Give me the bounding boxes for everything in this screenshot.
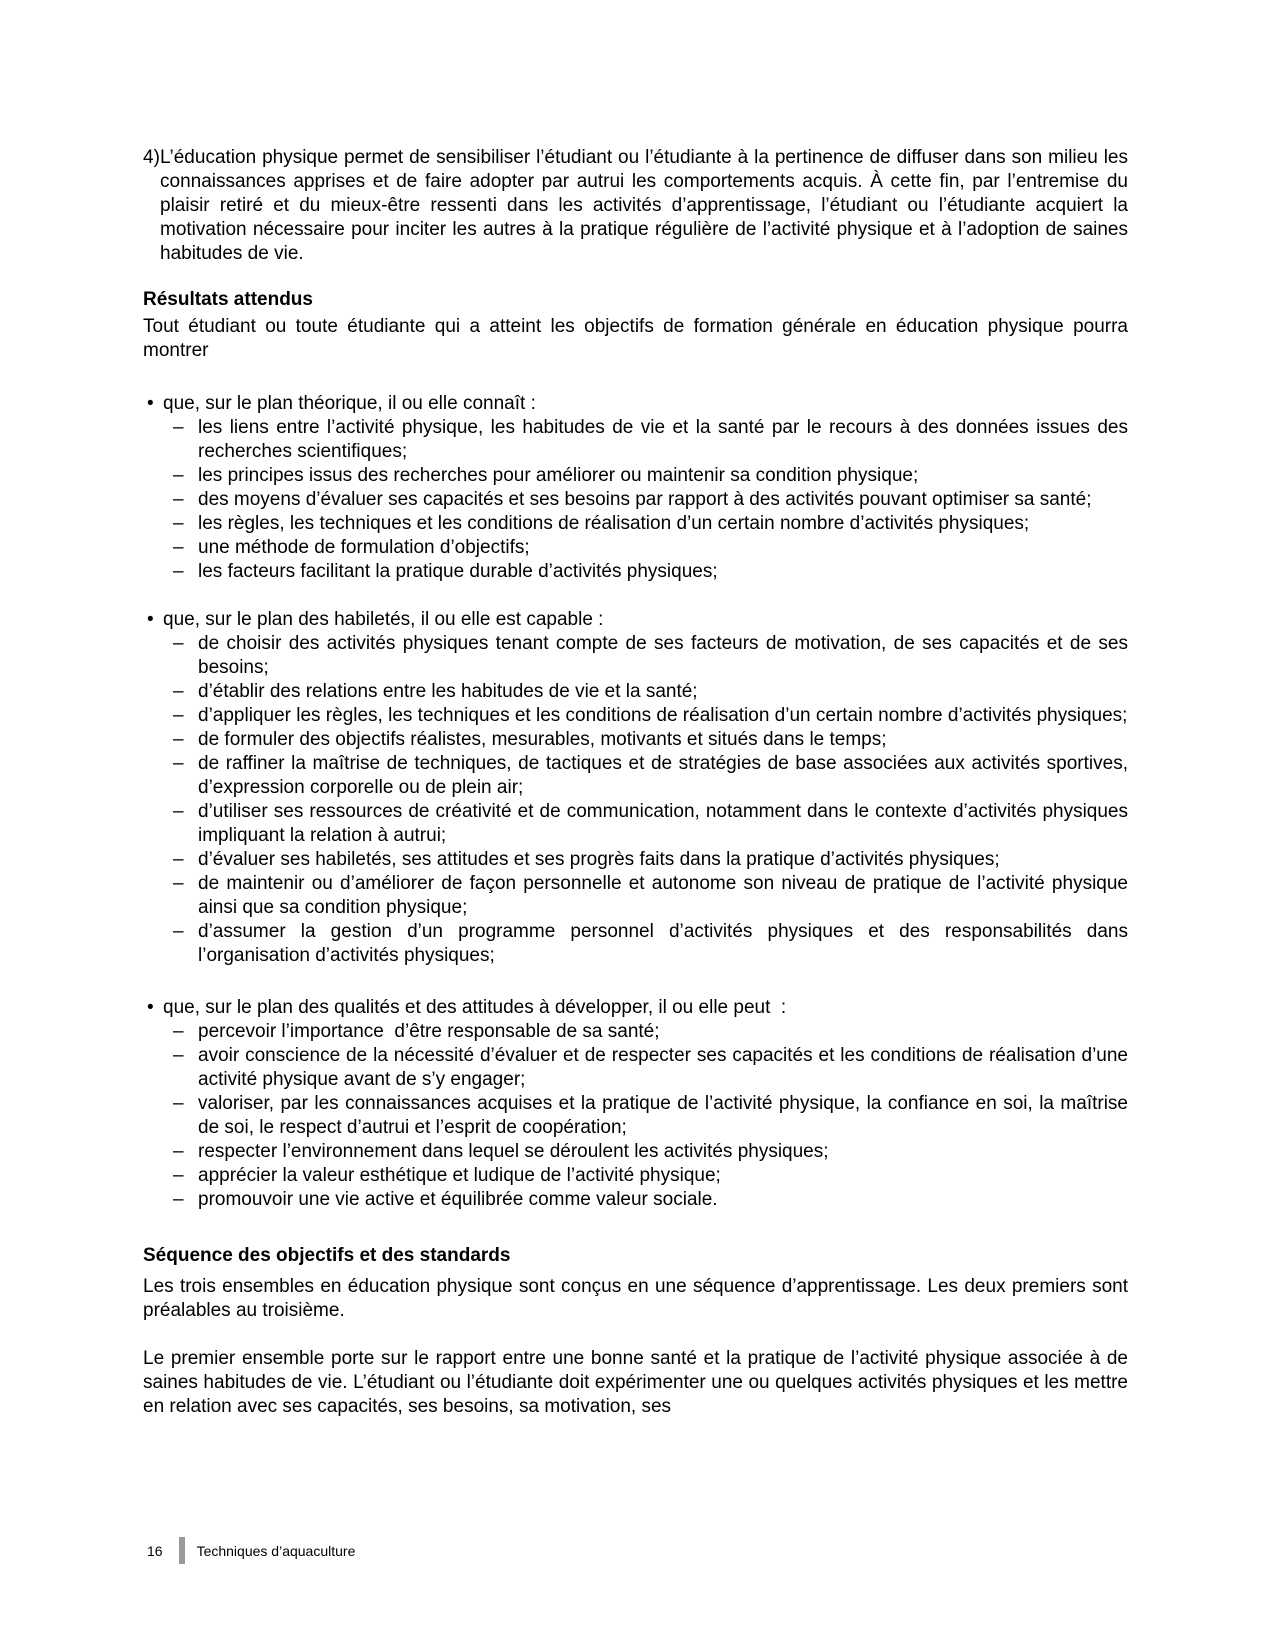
list-item-text: les règles, les techniques et les conditions de réalisation d’un certain nombre d’activités physiques; xyxy=(198,513,1030,534)
list-item-text: respecter l’environnement dans lequel se déroulent les activités physiques; xyxy=(198,1141,829,1162)
dash-icon: – xyxy=(173,537,184,558)
list-item-text: promouvoir une vie active et équilibrée comme valeur sociale. xyxy=(198,1189,718,1210)
list-item xyxy=(143,1044,1128,1092)
list-item xyxy=(143,920,1128,968)
dash-icon: – xyxy=(173,705,184,726)
list-item xyxy=(143,512,1128,536)
dash-icon: – xyxy=(173,465,184,486)
sequence-paragraph-1: Les trois ensembles en éducation physique sont conçus en une séquence d’apprentissage. Les deux premiers sont préalables au troisième. xyxy=(143,1276,1128,1321)
dash-icon: – xyxy=(173,873,184,894)
list-item xyxy=(143,728,1128,752)
list-item xyxy=(143,1188,1128,1212)
dash-icon: – xyxy=(173,561,184,582)
bullet-group-intro-row xyxy=(143,392,1128,416)
document-page-content xyxy=(143,146,1128,1419)
list-item-text: de formuler des objectifs réalistes, mesurables, motivants et situés dans le temps; xyxy=(198,729,887,750)
list-item xyxy=(143,1164,1128,1188)
list-item-text: d’évaluer ses habiletés, ses attitudes et ses progrès faits dans la pratique d’activités physiques; xyxy=(198,849,1000,870)
dash-icon: – xyxy=(173,849,184,870)
dash-icon: – xyxy=(173,489,184,510)
list-item-text: les facteurs facilitant la pratique durable d’activités physiques; xyxy=(198,561,718,582)
dash-icon: – xyxy=(173,1141,184,1162)
heading-resultats-attendus: Résultats attendus xyxy=(143,289,313,310)
lead-paragraph: Tout étudiant ou toute étudiante qui a atteint les objectifs de formation générale en éducation physique pourra montrer xyxy=(143,316,1128,361)
dash-icon: – xyxy=(173,1165,184,1186)
list-item xyxy=(143,704,1128,728)
list-item-text: des moyens d’évaluer ses capacités et ses besoins par rapport à des activités pouvant optimiser sa santé; xyxy=(198,489,1092,510)
dash-icon: – xyxy=(173,513,184,534)
heading-sequence-objectifs: Séquence des objectifs et des standards xyxy=(143,1245,511,1266)
dash-icon: – xyxy=(173,1189,184,1210)
list-item xyxy=(143,464,1128,488)
sequence-paragraph-2: Le premier ensemble porte sur le rapport entre une bonne santé et la pratique de l’activité physique associée à de saines habitudes de vie. L’étudiant ou l’étudiante doit expérimenter une ou quelques activités physiques et les mettre en relation avec ses capacités, ses besoins, sa motivation, ses xyxy=(143,1348,1128,1417)
list-item xyxy=(143,632,1128,680)
list-item xyxy=(143,560,1128,584)
list-item-text: de choisir des activités physiques tenant compte de ses facteurs de motivation, de ses capacités et de ses besoins; xyxy=(198,633,1128,678)
list-item xyxy=(143,416,1128,464)
list-item-text: apprécier la valeur esthétique et ludique de l’activité physique; xyxy=(198,1165,721,1186)
list-item-text: percevoir l’importance d’être responsable de sa santé; xyxy=(198,1021,660,1042)
bullet-icon: • xyxy=(147,997,154,1018)
footer-divider xyxy=(179,1537,185,1564)
item-number: 4) xyxy=(143,147,160,168)
dash-icon: – xyxy=(173,681,184,702)
dash-icon: – xyxy=(173,921,184,942)
list-item-text: d’assumer la gestion d’un programme personnel d’activités physiques et des responsabilités dans l’organisation d’activités physiques; xyxy=(198,921,1128,966)
numbered-paragraph-4 xyxy=(143,146,1128,266)
list-item-text: une méthode de formulation d’objectifs; xyxy=(198,537,530,558)
list-item-text: de raffiner la maîtrise de techniques, de tactiques et de stratégies de base associées aux activités sportives, d’expression corporelle ou de plein air; xyxy=(198,753,1128,798)
bullet-group-intro-row xyxy=(143,996,1128,1020)
dash-icon: – xyxy=(173,417,184,438)
list-item-text: de maintenir ou d’améliorer de façon personnelle et autonome son niveau de pratique de l’activité physique ainsi que sa condition physique; xyxy=(198,873,1128,918)
bullet-group-habiletes xyxy=(143,608,1128,968)
bullet-group-intro: que, sur le plan théorique, il ou elle connaît : xyxy=(163,393,536,414)
bullet-group-theorique xyxy=(143,392,1128,584)
list-item-text: les principes issus des recherches pour améliorer ou maintenir sa condition physique; xyxy=(198,465,919,486)
dash-icon: – xyxy=(173,633,184,654)
dash-icon: – xyxy=(173,753,184,774)
list-item xyxy=(143,1092,1128,1140)
list-item-text: d’utiliser ses ressources de créativité et de communication, notamment dans le contexte d’activités physiques impliquant la relation à autrui; xyxy=(198,801,1128,846)
list-item xyxy=(143,536,1128,560)
bullet-group-intro: que, sur le plan des qualités et des attitudes à développer, il ou elle peut : xyxy=(163,997,787,1018)
list-item-text: les liens entre l’activité physique, les habitudes de vie et la santé par le recours à des données issues des recherches scientifiques; xyxy=(198,417,1128,462)
list-item-text: d’appliquer les règles, les techniques et les conditions de réalisation d’un certain nombre d’activités physiques; xyxy=(198,705,1128,726)
footer-doc-title: Techniques d’aquaculture xyxy=(196,1542,356,1559)
dash-icon: – xyxy=(173,729,184,750)
list-item xyxy=(143,800,1128,848)
list-item xyxy=(143,848,1128,872)
list-item xyxy=(143,488,1128,512)
list-item xyxy=(143,1020,1128,1044)
dash-icon: – xyxy=(173,801,184,822)
numbered-paragraph-text: L’éducation physique permet de sensibiliser l’étudiant ou l’étudiante à la pertinence de diffuser dans son milieu les connaissances apprises et de faire adopter par autrui les comportements acquis. À cette fin, par l’entremise du plaisir retiré et du mieux-être ressenti dans les activités d’apprentissage, l’étudiant ou l’étudiante acquiert la motivation nécessaire pour inciter les autres à la pratique régulière de l’activité physique et à l’adoption de saines habitudes de vie. xyxy=(160,147,1128,264)
list-item xyxy=(143,752,1128,800)
bullet-group-intro-row xyxy=(143,608,1128,632)
list-item-text: d’établir des relations entre les habitudes de vie et la santé; xyxy=(198,681,698,702)
page-footer xyxy=(147,1537,355,1564)
bullet-icon: • xyxy=(147,393,154,414)
list-item-text: valoriser, par les connaissances acquises et la pratique de l’activité physique, la confiance en soi, la maîtrise de soi, le respect d’autrui et l’esprit de coopération; xyxy=(198,1093,1128,1138)
list-item xyxy=(143,1140,1128,1164)
bullet-group-qualites xyxy=(143,996,1128,1212)
page-number: 16 xyxy=(147,1542,163,1559)
list-item xyxy=(143,680,1128,704)
dash-icon: – xyxy=(173,1021,184,1042)
list-item-text: avoir conscience de la nécessité d’évaluer et de respecter ses capacités et les conditions de réalisation d’une activité physique avant de s’y engager; xyxy=(198,1045,1128,1090)
dash-icon: – xyxy=(173,1093,184,1114)
dash-icon: – xyxy=(173,1045,184,1066)
bullet-icon: • xyxy=(147,609,154,630)
bullet-group-intro: que, sur le plan des habiletés, il ou elle est capable : xyxy=(163,609,604,630)
list-item xyxy=(143,872,1128,920)
